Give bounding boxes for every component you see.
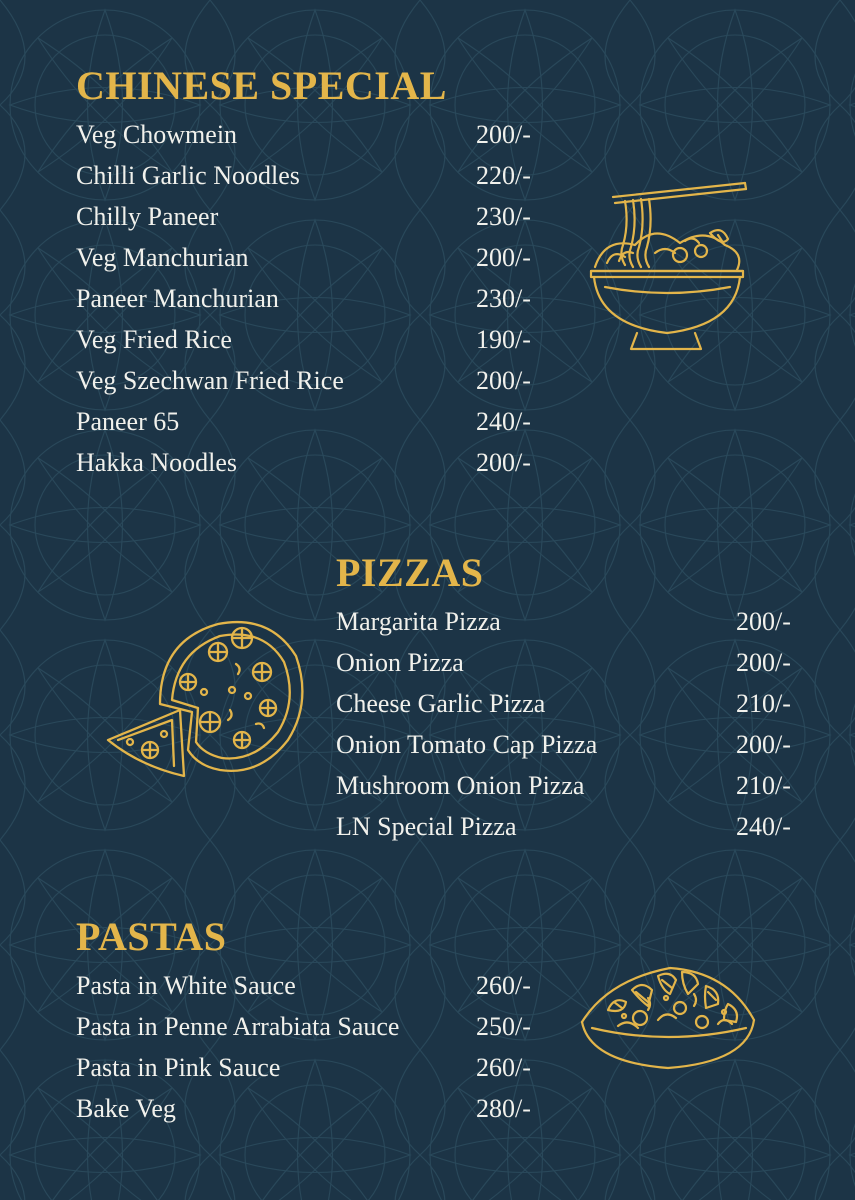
menu-item [336, 601, 791, 642]
item-price: 220/- [476, 161, 531, 190]
item-price: 210/- [736, 771, 791, 800]
noodle-bowl-icon [585, 175, 750, 360]
menu-item [76, 442, 531, 483]
item-price: 190/- [476, 325, 531, 354]
item-price: 230/- [476, 284, 531, 313]
item-name: LN Special Pizza [336, 812, 517, 841]
item-price: 280/- [476, 1094, 531, 1123]
item-name: Chilly Paneer [76, 202, 219, 231]
item-price: 210/- [736, 689, 791, 718]
item-name: Cheese Garlic Pizza [336, 689, 546, 718]
item-name: Veg Manchurian [76, 243, 249, 272]
item-price: 200/- [736, 648, 791, 677]
item-name: Bake Veg [76, 1094, 176, 1123]
section-title-pastas: PASTAS [76, 914, 227, 959]
pasta-items-list [76, 965, 531, 1129]
item-name: Paneer Manchurian [76, 284, 279, 313]
pizza-items-list [336, 601, 791, 847]
item-price: 200/- [476, 448, 531, 477]
menu-item [76, 1006, 531, 1047]
item-price: 230/- [476, 202, 531, 231]
section-title-pizzas: PIZZAS [336, 550, 484, 595]
section-chinese-special [76, 63, 531, 483]
item-name: Chilli Garlic Noodles [76, 161, 300, 190]
menu-item [336, 765, 791, 806]
menu-item [76, 155, 531, 196]
item-name: Pasta in Penne Arrabiata Sauce [76, 1012, 400, 1041]
menu-item [76, 114, 531, 155]
item-price: 240/- [736, 812, 791, 841]
item-price: 200/- [736, 730, 791, 759]
menu-item [76, 401, 531, 442]
chinese-items-list [76, 114, 531, 483]
item-price: 200/- [476, 243, 531, 272]
menu-item [76, 237, 531, 278]
item-price: 200/- [476, 120, 531, 149]
section-pizzas [336, 550, 791, 847]
menu-item [76, 196, 531, 237]
section-pastas [76, 914, 531, 1129]
menu-item [76, 1088, 531, 1129]
menu-item [76, 319, 531, 360]
menu-item [76, 1047, 531, 1088]
item-price: 240/- [476, 407, 531, 436]
item-price: 260/- [476, 971, 531, 1000]
item-price: 260/- [476, 1053, 531, 1082]
section-title-chinese-special: CHINESE SPECIAL [76, 63, 447, 108]
item-name: Onion Tomato Cap Pizza [336, 730, 598, 759]
item-price: 200/- [736, 607, 791, 636]
item-price: 200/- [476, 366, 531, 395]
menu-item [336, 806, 791, 847]
pasta-dish-icon [578, 950, 760, 1075]
menu-item [336, 642, 791, 683]
item-name: Hakka Noodles [76, 448, 238, 477]
item-name: Margarita Pizza [336, 607, 501, 636]
menu-item [76, 360, 531, 401]
menu-item [336, 683, 791, 724]
item-name: Pasta in White Sauce [76, 971, 296, 1000]
item-price: 250/- [476, 1012, 531, 1041]
item-name: Veg Chowmein [76, 120, 238, 149]
item-name: Pasta in Pink Sauce [76, 1053, 281, 1082]
menu-item [76, 965, 531, 1006]
menu-item [336, 724, 791, 765]
item-name: Veg Fried Rice [76, 325, 232, 354]
item-name: Mushroom Onion Pizza [336, 771, 585, 800]
item-name: Paneer 65 [76, 407, 180, 436]
item-name: Veg Szechwan Fried Rice [76, 366, 344, 395]
pizza-icon [100, 600, 310, 780]
item-name: Onion Pizza [336, 648, 464, 677]
menu-item [76, 278, 531, 319]
